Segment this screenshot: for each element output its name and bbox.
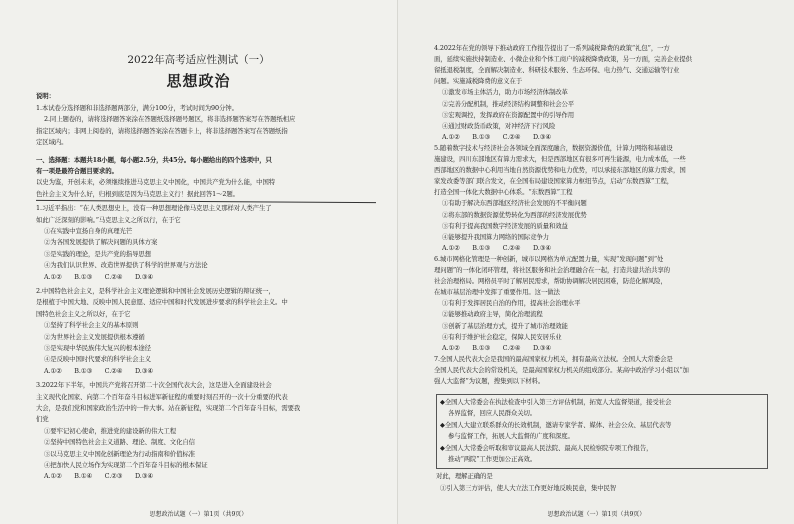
text-line: ②将东部的数据资源优势转化为西部的经济发展优势: [442, 210, 587, 219]
text-line: 国特色社会主义之所以好，在于它: [36, 309, 131, 318]
text-line: ①引入第三方评估，使人大立法工作更好地反映民意，集中民智: [440, 483, 617, 492]
text-line: ③以马克思主义中国化创新理论为行动指南和价值标准: [44, 449, 195, 458]
text-line: ③宏观调控，发挥政府在资源配置中的引导作用: [442, 110, 575, 119]
text-line: ③有利于提高我国数字经济发展的质量和效益: [442, 221, 568, 230]
text-line: A.①② B.①④ C.②③ D.③④: [44, 472, 153, 481]
text-line: 一、选择题：本题共18小题，每小题2.5分，共45分。每小题给出的四个选项中，只: [36, 155, 272, 164]
text-line: 5.随着数字技术与经济社会各领域全面深度融合，数据资源价值，计算力网络和基础设: [434, 143, 673, 152]
text-line: ①激发市场主体活力，助力市场经济体制改革: [442, 88, 568, 97]
text-line: ④能够提升我国算力网络的国际竞争力: [442, 232, 549, 241]
text-line: 留抵退税制度，全面解决制造业、科研技术服务、生态环保、电力热气、交通运输等行业: [434, 66, 680, 75]
text-line: ④有利于维护社会稳定，保障人民安居乐业: [442, 332, 562, 341]
text-line: 1.本试卷分选择题和非选择题两部分，满分100分，考试时间为90分钟。: [36, 104, 238, 112]
text-line: ④通过财政货币政策，对冲经济下行风险: [442, 121, 556, 130]
right-footer: 思想政治试题（一）第1页（共9页）: [547, 511, 646, 518]
text-line: 3.2022年下半年，中国共产党将召开第二十次全国代表大会，这是进入全面建设社会: [36, 381, 272, 390]
text-line: ③是实现中华民族伟大复兴的根本途径: [44, 344, 151, 352]
text-line: 对此，理解正确的是: [436, 472, 493, 480]
text-line: ①要牢记初心使命，推进党的建设新的伟大工程: [44, 426, 177, 435]
text-line: 1.习近平指出：“在人类思想史上，没有一种思想理论像马克思主义那样对人类产生了: [36, 204, 272, 213]
text-line: A.①② B.①③ C.②④ D.③④: [44, 366, 153, 375]
text-line: 西部地区的数据中心利用当地自然资源优势和电力优势，可以承接东部地区的算力需求，国: [434, 166, 686, 175]
text-line: ①有利于发挥居民自治的作用，提高社会治理水平: [442, 299, 581, 308]
text-line: ③是实践的理论，是共产党的指导思想: [44, 249, 151, 258]
text-line: 指定区域内；非网上阅卷的，请将选择题答案涂在答题卡上，将非选择题答案写在答题纸指: [36, 126, 288, 135]
text-line: 4.2022年在党的领导下推动政府工作报告提出了一系列减税降费的政策“礼包”，一方: [434, 44, 670, 52]
text-line: 推动“两院”工作更加公正高效。: [448, 455, 537, 463]
text-line: 家发改委等部门联合发文，在全国布局建设国家算力枢纽节点，启动“东数西算”工程，: [434, 177, 674, 186]
text-line: 参与监督工作，拓展人大监督的广度和深度。: [448, 432, 574, 441]
text-line: 色社会主义为什么好，归根到底是因为马克思主义行！据此回答1～2题。: [36, 189, 239, 198]
text-line: 7.全国人民代表大会是我国的最高国家权力机关，拥有最高立法权。全国人大常委会是: [434, 354, 673, 363]
text-line: ①有助于解决东西部地区经济社会发展的不平衡问题: [442, 199, 587, 208]
exam-title: 2022年高考适应性测试（一）: [127, 54, 270, 66]
text-line: 社会治理格局。网格员平时了解居民需求，帮助协调解决居民困难，防范化解风险，: [434, 277, 667, 286]
text-line: 面，延续实施扶持制造业、小微企业和个体工商户的减税降费政策，另一方面，完善企业提供: [434, 55, 692, 64]
text-line: 各界监督，回应人民群众关切。: [448, 409, 537, 418]
text-line: ④把加快人民立场作为实现第二个百年奋斗目标的根本保证: [44, 461, 208, 469]
text-line: 问题。实施减税降费的意义在于: [434, 77, 523, 86]
left-footer: 思想政治试题（一）第1页（共9页）: [149, 511, 248, 518]
text-line: 主义现代化国家、向第二个百年奋斗目标进军新征程的重要时刻召开的一次十分重要的代表: [36, 392, 288, 401]
text-line: ②能够推动政府主导，简化治理流程: [442, 310, 543, 319]
text-line: 6.城市网格化管理是一种创新，城市以网格为单元配置力量，实现“发现问题”到“处: [434, 254, 664, 263]
text-line: 以史为鉴，开创未来，必须继续推进马克思主义中国化，中国共产党为什么能，中国特: [36, 178, 276, 187]
text-line: 们党: [36, 415, 49, 424]
text-line: ④是反映中国时代要求的科学社会主义: [44, 355, 151, 364]
text-line: 打造全国一体化大数据中心体系。“东数西算”工程: [434, 188, 573, 197]
text-line: ◆全国人大常委会听取和审议最高人民法院、最高人民检察院专项工作报告，: [440, 443, 653, 452]
text-line: A.①② B.①③ C.②④ D.③④: [442, 343, 551, 352]
text-line: 全国人民代表大会的常设机关，是最高国家权力机关的组成部分。某高中政治学习小组以“加: [434, 365, 689, 374]
text-line: ②为各国发展提供了解决问题的具体方案: [44, 238, 158, 247]
subject-title: 思想政治: [166, 72, 231, 90]
text-line: 在城市基层治理中发挥了重要作用。这一做法: [434, 288, 560, 297]
notes-heading: 说明：: [36, 92, 55, 100]
text-line: 施建设，四川东部地区有算力需求大，但是西部地区有很多可再生能源，电力成本低，一些: [434, 155, 686, 163]
text-line: 定区域内。: [36, 138, 68, 147]
text-line: 有一项是最符合题目要求的。: [36, 167, 118, 175]
text-line: ①在实践中宣扬自身的真理光芒: [44, 227, 133, 235]
text-line: A.①② B.①③ C.②④ D.③④: [442, 132, 551, 141]
text-line: 强人大监督”为议题，搜集到以下材料。: [434, 377, 545, 385]
text-line: 2.同上题卷的，请将选择题答案涂在答题纸选择题号题区，将非选择题答案写在答题纸相应: [44, 115, 296, 124]
text-line: 大会，是我们党和国家政治生活中的一件大事。站在新征程，实现第二个百年奋斗目标，需要我: [36, 404, 301, 412]
text-line: ③创新了基层治理方式，提升了城市治理效能: [442, 321, 568, 330]
text-line: ④为我们认识世界、改造世界提供了科学的世界观与方法论: [44, 261, 208, 270]
text-line: A.①② B.①③ C.②④ D.③④: [442, 243, 551, 252]
text-line: 2.中国特色社会主义，是科学社会主义理论逻辑和中国社会发展历史逻辑的辩证统一，: [36, 287, 275, 295]
text-line: ◆全国人大常委会在执法检查中引入第三方评估机制，拓宽人大监督渠道，接受社会: [440, 398, 672, 406]
text-line: ②坚持中国特色社会主义道路、理论、制度、文化自信: [44, 438, 195, 447]
text-line: ②完善分配机制，推动经济结构调整和社会公平: [442, 99, 575, 108]
text-line: A.①② B.①③ C.②④ D.③④: [44, 272, 153, 281]
text-line: ◆全国人大建立联系群众的长效机制，邀请专家学者、媒体、社会公众、基层代表等: [440, 420, 672, 429]
text-line: 是根植于中国大地、反映中国人民意愿、适应中国和时代发展进步要求的科学社会主义。中: [36, 298, 288, 307]
text-line: 理问题”的一体化闭环管理，将社区服务和社会治理融合在一起，打造共建共治共享的: [434, 266, 670, 274]
text-line: ②为世界社会主义发展提供根本遵循: [44, 332, 145, 341]
text-line: 如此广泛深刻的影响。”马克思主义之所以行，在于它: [36, 215, 181, 224]
text-line: ①坚持了科学社会主义的基本原则: [44, 321, 139, 330]
